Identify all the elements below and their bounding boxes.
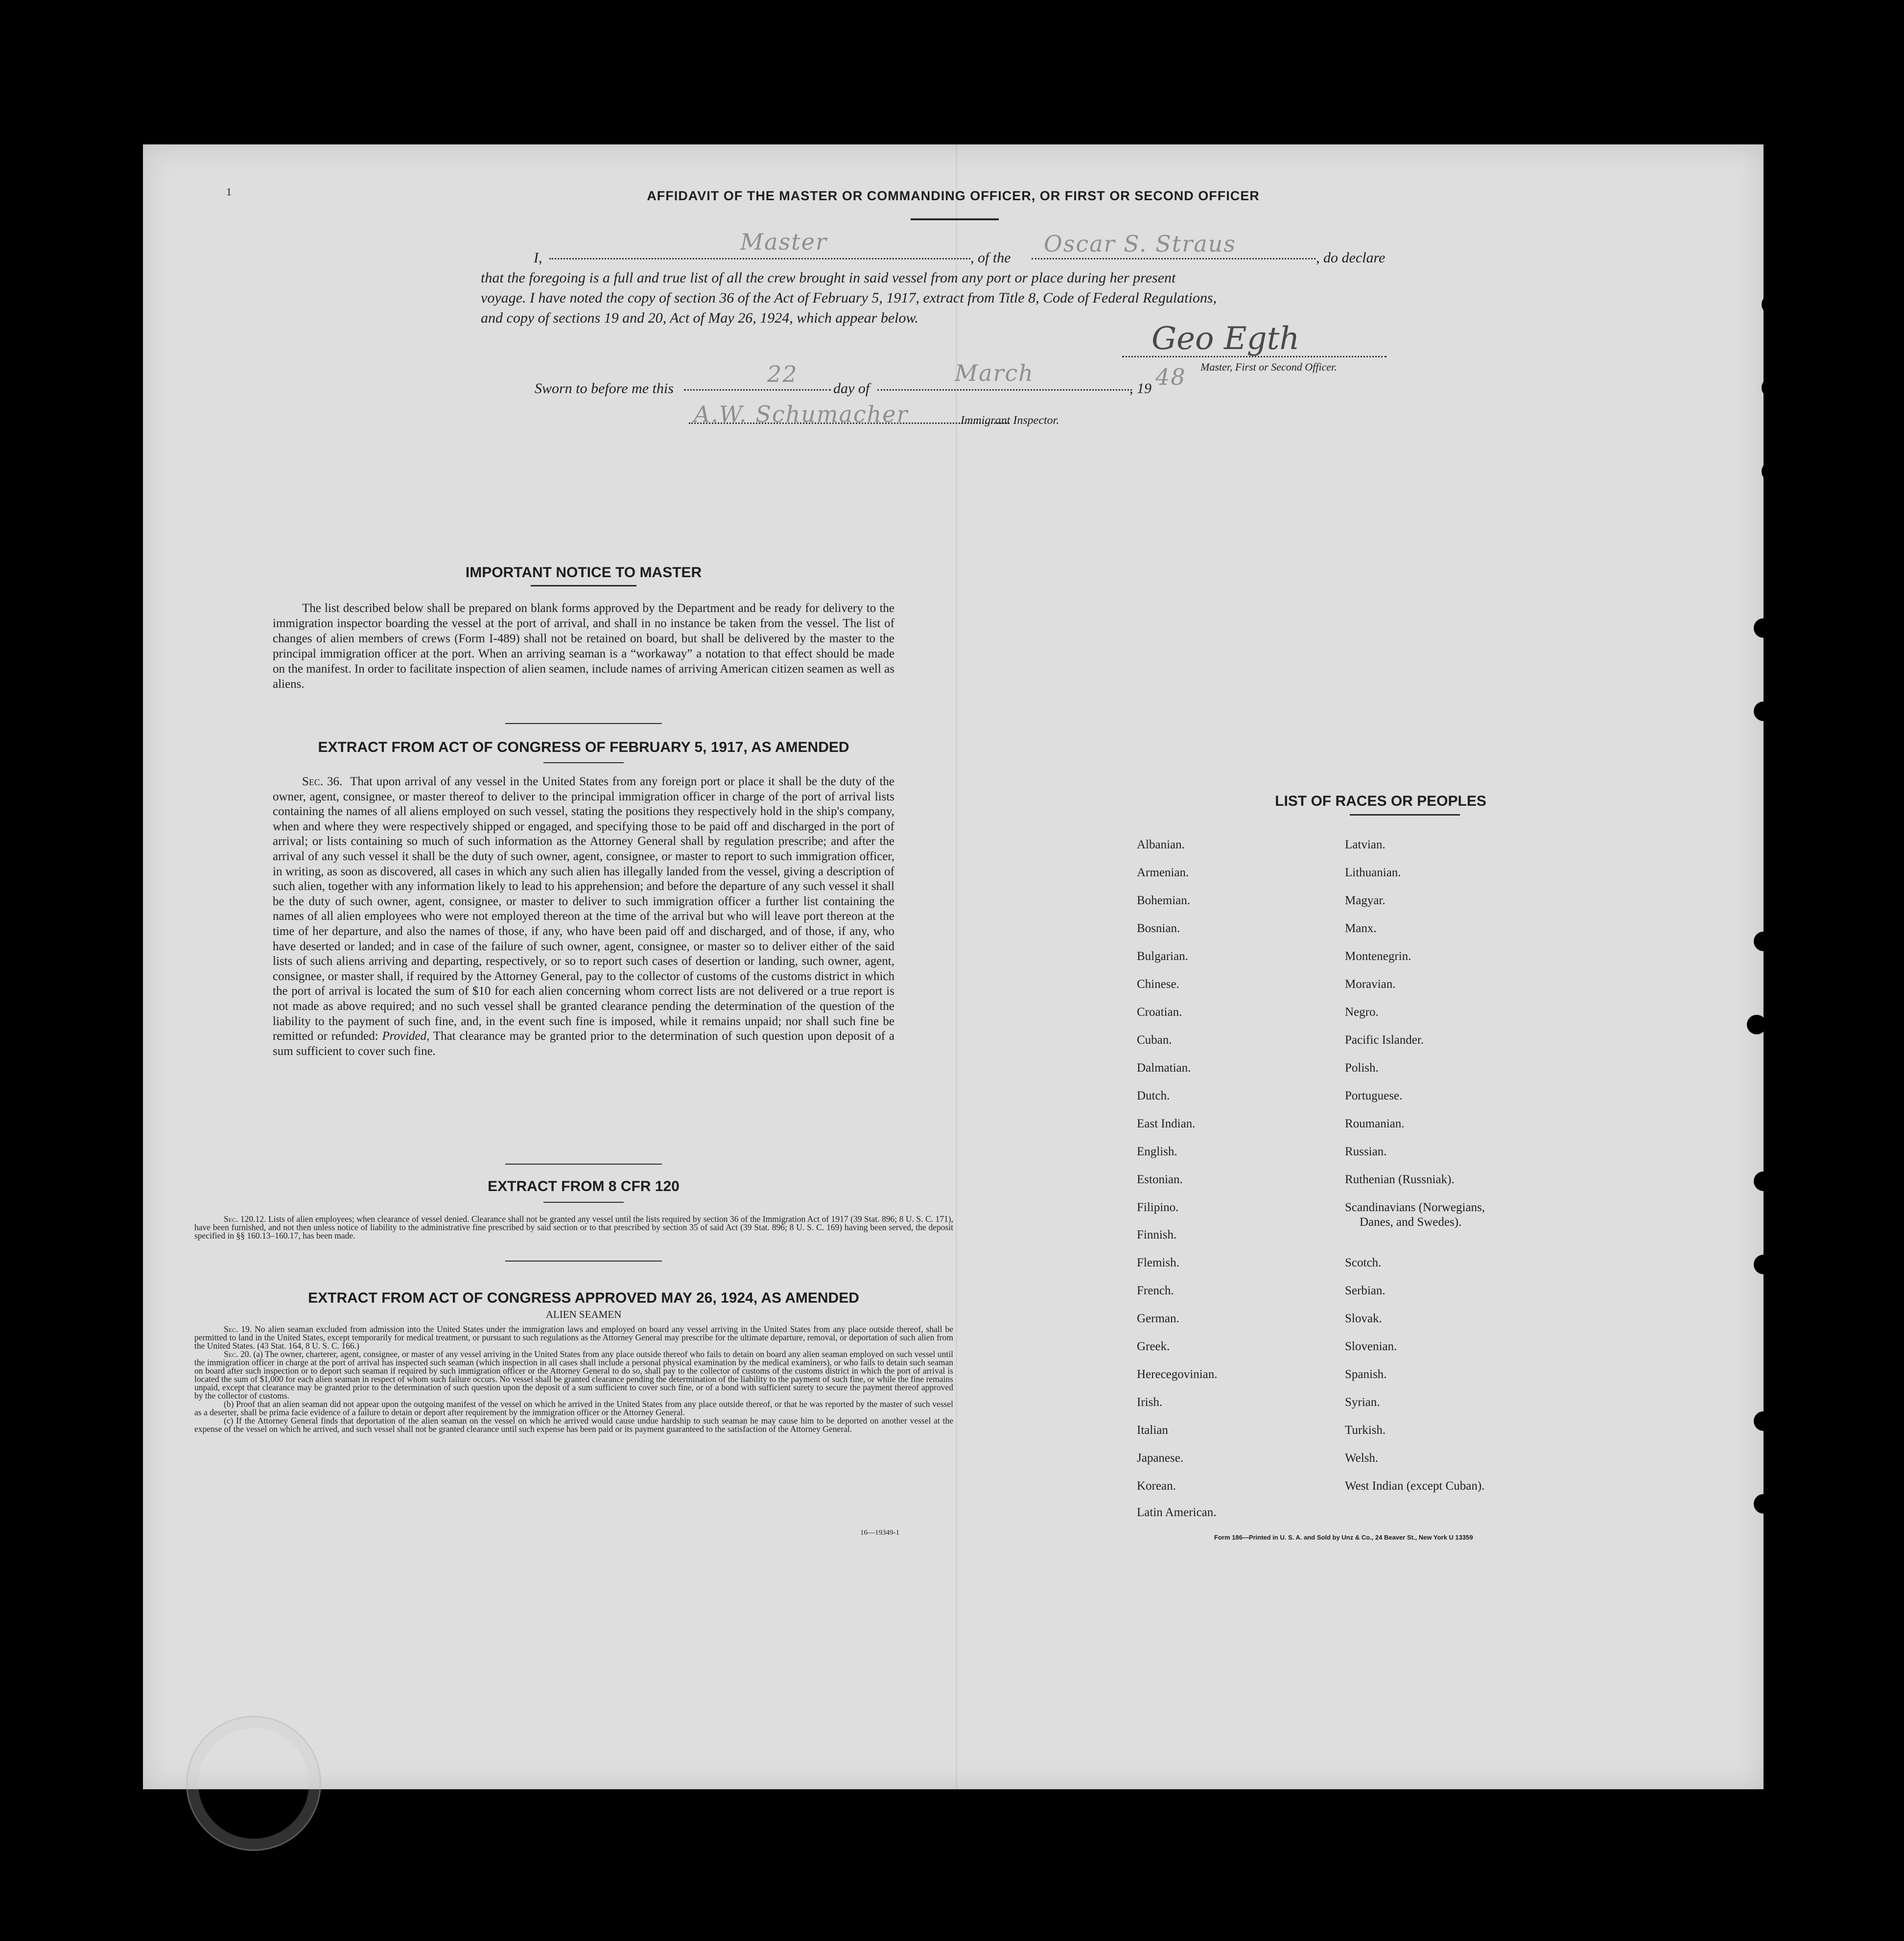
notice-rule: [531, 585, 636, 586]
affidavit-line-4: and copy of sections 19 and 20, Act of May 26, 1924, which appear below.: [481, 310, 918, 326]
race-item: Negro.: [1345, 1006, 1379, 1019]
title-rule: [911, 218, 999, 220]
form-code: 16—19349-1: [860, 1529, 899, 1537]
binder-hole: [1766, 209, 1786, 229]
race-item: Croatian.: [1137, 1006, 1182, 1019]
race-item: Serbian.: [1345, 1284, 1386, 1297]
day-of-label: day of: [833, 380, 870, 397]
race-item: Dutch.: [1137, 1089, 1170, 1102]
affidavit-line-2: that the foregoing is a full and true list of all the crew brought in said vessel from any port or place during her present: [481, 270, 1176, 286]
sec-120-label: Sec. 120.12.: [224, 1214, 266, 1224]
race-item: Manx.: [1345, 922, 1377, 935]
race-item: Bohemian.: [1137, 894, 1191, 907]
race-item: Irish.: [1137, 1396, 1163, 1409]
race-item: Slovenian.: [1345, 1340, 1397, 1353]
cfr-end-rule: [505, 1261, 662, 1262]
notice-title: IMPORTANT NOTICE TO MASTER: [465, 564, 702, 581]
embossed-seal: [186, 1716, 321, 1851]
race-item: Flemish.: [1137, 1256, 1179, 1269]
master-signature: Geo Egth: [1152, 321, 1300, 357]
vessel-line: [1032, 258, 1316, 259]
binder-hole: [1762, 295, 1781, 314]
race-item: Syrian.: [1345, 1396, 1380, 1409]
sec-20-label: Sec. 20.: [224, 1349, 251, 1359]
sec-20a-text: (a) The owner, charterer, agent, consignee, or master of any vessel arriving in the United States from any place outside thereof who fails to detain on board any alien seaman employed on such vessel until the immigration officer in charge at the port of arrival has inspected such seaman (which inspection in all cases shall include a personal physical examination by the medical examiners), or who fails to detain such seaman on board after such inspection or to deport such seaman if required by such immigration officer or the Attorney General to do so, shall pay to the collector of customs of the customs district in which the port of arrival is located the sum of $1,000 for each alien seaman in respect of whom such failure occurs. No vessel shall be granted clearance pending the determination of the liability to the payment of such fine, or while the fine remains unpaid, except that clearance may be granted prior to the determination of such question upon the deposit of a sum sufficient to cover such fine, or of a bond with sufficient surety to secure the payment thereof approved by the collector of customs.: [194, 1349, 954, 1401]
of-the-label: , of the: [970, 250, 1011, 266]
year-prefix: , 19: [1129, 380, 1152, 397]
race-item: French.: [1137, 1284, 1174, 1297]
binder-hole: [1754, 1494, 1773, 1514]
race-item: Chinese.: [1137, 978, 1179, 991]
extract-1917-title: EXTRACT FROM ACT OF CONGRESS OF FEBRUARY 5, 1917, AS AMENDED: [318, 739, 849, 755]
sec-19-text: No alien seaman excluded from admission into the United States under the immigration laws and employed on board any vessel arriving in the United States from any place outside thereof, shall be permitted to land in the United States, except temporarily for medical treatment, or pursuant to such regulations as the Attorney General may prescribe for the ultimate departure, removal, or deportation of such alien from the United States. (43 Stat. 164, 8 U. S. C. 166.): [194, 1324, 953, 1351]
race-item: Turkish.: [1345, 1424, 1386, 1437]
race-item: West Indian (except Cuban).: [1345, 1479, 1485, 1493]
race-item: Russian.: [1345, 1145, 1387, 1158]
race-item: Bosnian.: [1137, 922, 1180, 935]
rank-line: [549, 258, 970, 259]
race-item: Japanese.: [1137, 1451, 1184, 1465]
binder-hole: [1754, 1171, 1773, 1191]
binder-hole: [1754, 1255, 1773, 1274]
race-item: Danes, and Swedes).: [1360, 1216, 1462, 1229]
sec-36-provided: Provided,: [382, 1029, 430, 1043]
race-item: Ruthenian (Russniak).: [1345, 1173, 1455, 1186]
race-item: Latin American.: [1137, 1506, 1217, 1519]
binder-hole: [1754, 618, 1773, 638]
i-label: I,: [534, 250, 542, 266]
inspector-signature: A.W. Schumacher: [694, 401, 909, 427]
race-item: Estonian.: [1137, 1173, 1183, 1186]
extract-1924-subtitle: ALIEN SEAMEN: [545, 1309, 622, 1320]
master-caption: Master, First or Second Officer.: [1200, 361, 1337, 373]
affidavit-title: AFFIDAVIT OF THE MASTER OR COMMANDING OFFICER, OR FIRST OR SECOND OFFICER: [647, 188, 1260, 203]
race-item: Korean.: [1137, 1479, 1176, 1493]
race-item: Spanish.: [1345, 1368, 1387, 1381]
rank-handwritten: Master: [740, 229, 827, 255]
notice-text: The list described below shall be prepared on blank forms approved by the Department and be ready for delivery to the immigration inspector boarding the vessel at the port of arrival, and shall in no instance be taken from the vessel. The list of changes of alien members of crews (Form I-489) shall not be retained on board, but shall be delivered by the master to the principal immigration officer at the port. When an arriving seaman is a “workaway” a notation to that effect should be made on the manifest. In order to facilitate inspection of alien seamen, include names of arriving American citizen seamen as well as aliens.: [273, 602, 894, 691]
races-title: LIST OF RACES OR PEOPLES: [1275, 793, 1486, 809]
race-item: Dalmatian.: [1137, 1061, 1191, 1075]
race-item: Herecegovinian.: [1137, 1368, 1218, 1381]
race-item: Pacific Islander.: [1345, 1033, 1424, 1047]
race-item: Scandinavians (Norwegians,: [1345, 1201, 1485, 1214]
race-item: Montenegrin.: [1345, 950, 1411, 963]
day-handwritten: 22: [767, 361, 798, 387]
extract-1924-text: [194, 1325, 953, 1433]
notice-end-rule: [505, 723, 662, 724]
race-item: Lithuanian.: [1345, 866, 1401, 879]
do-declare-label: , do declare: [1316, 250, 1386, 266]
races-rule: [1350, 814, 1460, 816]
extract-1917-rule: [543, 762, 624, 763]
corner-mark: 1: [226, 186, 232, 198]
binder-hole: [1754, 1411, 1773, 1431]
month-line: [877, 389, 1132, 391]
binder-hole: [1747, 1015, 1766, 1034]
sec-36-text-a: That upon arrival of any vessel in the United States from any foreign port or place it shall be the duty of the owner, agent, consignee, or master thereof to deliver to the principal immigration officer in charge of the port of arrival lists containing the names of all aliens employed on such vessel, stating the positions they respectively hold in the ship's company, when and where they were respectively shipped or engaged, and specifying those to be paid off and discharged in the port of arrival; or lists containing so much of such information as the Attorney General shall by regulation prescribe; and after the arrival of any such vessel it shall be the duty of such owner, agent, consignee, or master to report to such immigration officer, in writing, as soon as discovered, all cases in which any such alien has illegally landed from the vessel, giving a description of such alien, together with any information likely to lead to his apprehension; and before the departure of any such vessel it shall be the duty of such owner, agent, consignee, or master to deliver to such immigration officer a further list containing the names of all alien employees who were not employed thereon at the time of the arrival but who will leave port thereon at the time of her departure, and also the names of those, if any, who have been paid off and discharged, and of those, if any, who have deserted or landed; and in case of the failure of such owner, agent, consignee, or master so to deliver either of the said lists of such aliens arriving and departing, respectively, or so to report such cases of desertion or landing, such owner, agent, consignee, or master shall, if required by the Attorney General, pay to the collector of customs of the customs district in which the port of arrival is located the sum of $10 for each alien concerning whom correct lists are not delivered or a true report is not made as above required; and no such vessel shall be granted clearance pending the determination of the question of the liability to the payment of such fine, and, in the event such fine is imposed, while it remains unpaid; nor shall such fine be remitted or refunded:: [273, 775, 895, 1043]
sec-120-text: Lists of alien employees; when clearance of vessel denied. Clearance shall not be granted any vessel until the lists required by section 36 of the Immigration Act of 1917 (39 Stat. 896; 8 U. S. C. 171), have been furnished, and not then unless notice of liability to the administrative fine prescribed by said section or to that prescribed by section 35 of said Act (39 Stat. 896; 8 U. S. C. 169) having been served, the deposit specified in §§ 160.13–160.17, has been made.: [194, 1214, 953, 1240]
day-line: [684, 389, 831, 391]
sec-36-label: Sec. 36.: [302, 775, 343, 788]
cfr-title: EXTRACT FROM 8 CFR 120: [488, 1178, 680, 1194]
race-item: Roumanian.: [1345, 1117, 1405, 1130]
sec-36-text-b: That clearance may be granted prior to the determination of such question upon deposit of a sum sufficient to cover such fine.: [273, 1029, 894, 1058]
race-item: Scotch.: [1345, 1256, 1382, 1269]
race-item: Albanian.: [1137, 838, 1185, 851]
race-item: Welsh.: [1345, 1451, 1379, 1465]
binder-hole: [1754, 932, 1773, 951]
page-fold: [956, 144, 957, 1789]
race-item: Portuguese.: [1345, 1089, 1403, 1102]
sec-19-label: Sec. 19.: [224, 1324, 252, 1334]
form-printer-note: Form 186—Printed in U. S. A. and Sold by Unz & Co., 24 Beaver St., New York U 13359: [1214, 1534, 1473, 1541]
cfr-text: [194, 1215, 953, 1240]
sec-20b-paragraph: (b) Proof that an alien seaman did not appear upon the outgoing manifest of the vessel on which he arrived in the United States from any place outside thereof, or that he was reported by the master of such vessel as a deserter, shall be prima facie evidence of a failure to detain or deport after requirement by the immigration officer or the Attorney General.: [194, 1399, 953, 1417]
vessel-handwritten: Oscar S. Straus: [1044, 231, 1236, 257]
race-item: Slovak.: [1345, 1312, 1382, 1325]
sworn-label: Sworn to before me this: [535, 380, 674, 397]
sec-20a-paragraph: [194, 1350, 953, 1400]
race-item: German.: [1137, 1312, 1179, 1325]
race-item: Bulgarian.: [1137, 950, 1188, 963]
race-item: Italian: [1137, 1424, 1168, 1437]
extract-1917-text: [273, 774, 894, 1059]
binder-hole: [1754, 702, 1773, 721]
race-item: East Indian.: [1137, 1117, 1196, 1130]
race-item: Moravian.: [1345, 978, 1396, 991]
race-item: English.: [1137, 1145, 1177, 1158]
sec-20c-paragraph: (c) If the Attorney General finds that deportation of the alien seaman on the vessel on which he arrived would cause undue hardship to such seaman he may cause him to be deported on another vessel at the expense of the vessel on which he arrived, and such vessel shall not be granted clearance until such expense has been paid or its payment guaranteed to the satisfaction of the Attorney General.: [194, 1416, 953, 1434]
extract-1917-end-rule: [505, 1164, 662, 1165]
race-item: Armenian.: [1137, 866, 1189, 879]
document-page: [143, 144, 1763, 1789]
race-item: Finnish.: [1137, 1228, 1177, 1241]
cfr-rule: [543, 1202, 624, 1203]
race-item: Filipino.: [1137, 1201, 1179, 1214]
sec-19-paragraph: [194, 1325, 953, 1350]
race-item: Cuban.: [1137, 1033, 1172, 1047]
affidavit-line-3: voyage. I have noted the copy of section 36 of the Act of February 5, 1917, extract from Title 8, Code of Federal Regulations,: [481, 290, 1217, 306]
race-item: Magyar.: [1345, 894, 1386, 907]
binder-hole: [1762, 378, 1781, 398]
master-signature-line: [1122, 356, 1387, 357]
year-handwritten: 48: [1155, 364, 1186, 390]
month-handwritten: March: [955, 360, 1034, 386]
binder-hole: [1762, 462, 1781, 481]
inspector-caption: Immigrant Inspector.: [961, 414, 1059, 427]
race-item: Latvian.: [1345, 838, 1386, 851]
extract-1924-title: EXTRACT FROM ACT OF CONGRESS APPROVED MAY 26, 1924, AS AMENDED: [308, 1290, 859, 1306]
race-item: Polish.: [1345, 1061, 1379, 1075]
race-item: Greek.: [1137, 1340, 1170, 1353]
